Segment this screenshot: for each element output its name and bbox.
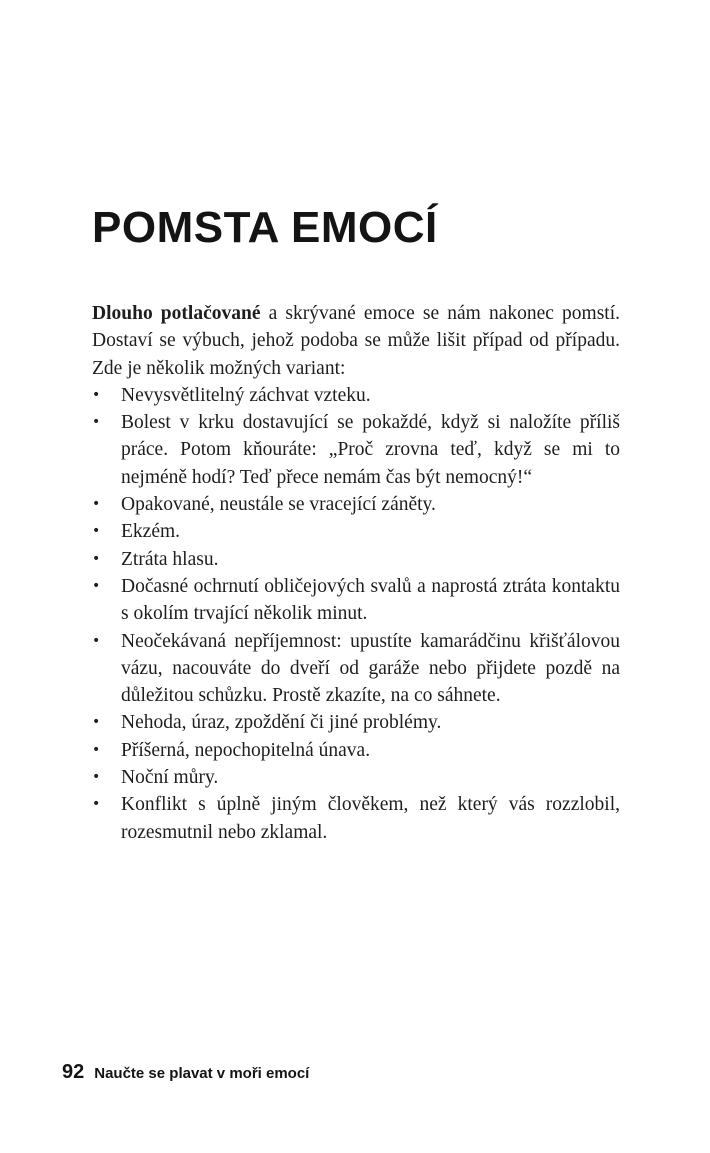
bullet-icon: • bbox=[92, 796, 101, 813]
bullet-icon: • bbox=[92, 714, 101, 731]
bullet-icon: • bbox=[92, 550, 101, 567]
list-item-text: Bolest v krku dostavující se pokaždé, když si naložíte příliš práce. Potom kňouráte: „Proč zrovna teď, když se mi to nejméně hodí? Teď přece nemám čas být nemocný!“ bbox=[121, 412, 620, 488]
list-item bbox=[92, 573, 620, 628]
bullet-icon: • bbox=[92, 414, 101, 431]
list-item-text: Nevysvětlitelný záchvat vzteku. bbox=[121, 384, 371, 406]
list-item bbox=[92, 628, 620, 710]
list-item-text: Noční můry. bbox=[121, 767, 219, 789]
list-item bbox=[92, 491, 620, 518]
list-item bbox=[92, 546, 620, 573]
bullet-icon: • bbox=[92, 577, 101, 594]
intro-text: a skrývané emoce se nám nakonec pomstí. Dostaví se výbuch, jehož podoba se může lišit případ od případu. Zde je několik možných variant: bbox=[92, 303, 620, 379]
bullet-icon: • bbox=[92, 632, 101, 649]
page-footer bbox=[62, 1061, 309, 1084]
list-item bbox=[92, 709, 620, 736]
intro-paragraph bbox=[92, 300, 620, 382]
list-item-text: Ekzém. bbox=[121, 521, 181, 543]
list-item-text: Konflikt s úplně jiným člověkem, než který vás rozzlobil, rozesmutnil nebo zklamal. bbox=[121, 794, 620, 843]
list-item bbox=[92, 737, 620, 764]
list-item-text: Opakované, neustále se vracející záněty. bbox=[121, 494, 436, 516]
bullet-icon: • bbox=[92, 386, 101, 403]
intro-lead-bold: Dlouho potlačované bbox=[92, 303, 261, 324]
list-item-text: Nehoda, úraz, zpoždění či jiné problémy. bbox=[121, 712, 442, 734]
list-item bbox=[92, 764, 620, 791]
body-text bbox=[92, 300, 620, 846]
bullet-icon: • bbox=[92, 741, 101, 758]
list-item bbox=[92, 382, 620, 409]
running-title: Naučte se plavat v moři emocí bbox=[94, 1065, 310, 1082]
bullet-icon: • bbox=[92, 769, 101, 786]
list-item-text: Dočasné ochrnutí obličejových svalů a naprostá ztráta kontaktu s okolím trvající několik minut. bbox=[121, 575, 620, 625]
list-item-text: Příšerná, nepochopitelná únava. bbox=[121, 739, 371, 761]
list-item-text: Ztráta hlasu. bbox=[121, 548, 219, 570]
list-item bbox=[92, 409, 620, 491]
bullet-icon: • bbox=[92, 523, 101, 540]
chapter-title: POMSTA EMOCÍ bbox=[92, 203, 438, 252]
list-item-text: Neočekávaná nepříjemnost: upustíte kamarádčinu křišťálovou vázu, nacouváte do dveří od garáže nebo přijdete pozdě na důležitou schůzku. Prostě zkazíte, na co sáhnete. bbox=[121, 630, 620, 707]
symptom-list bbox=[92, 382, 620, 846]
bullet-icon: • bbox=[92, 496, 101, 513]
page-number: 92 bbox=[62, 1061, 85, 1083]
list-item bbox=[92, 791, 620, 846]
list-item bbox=[92, 518, 620, 545]
